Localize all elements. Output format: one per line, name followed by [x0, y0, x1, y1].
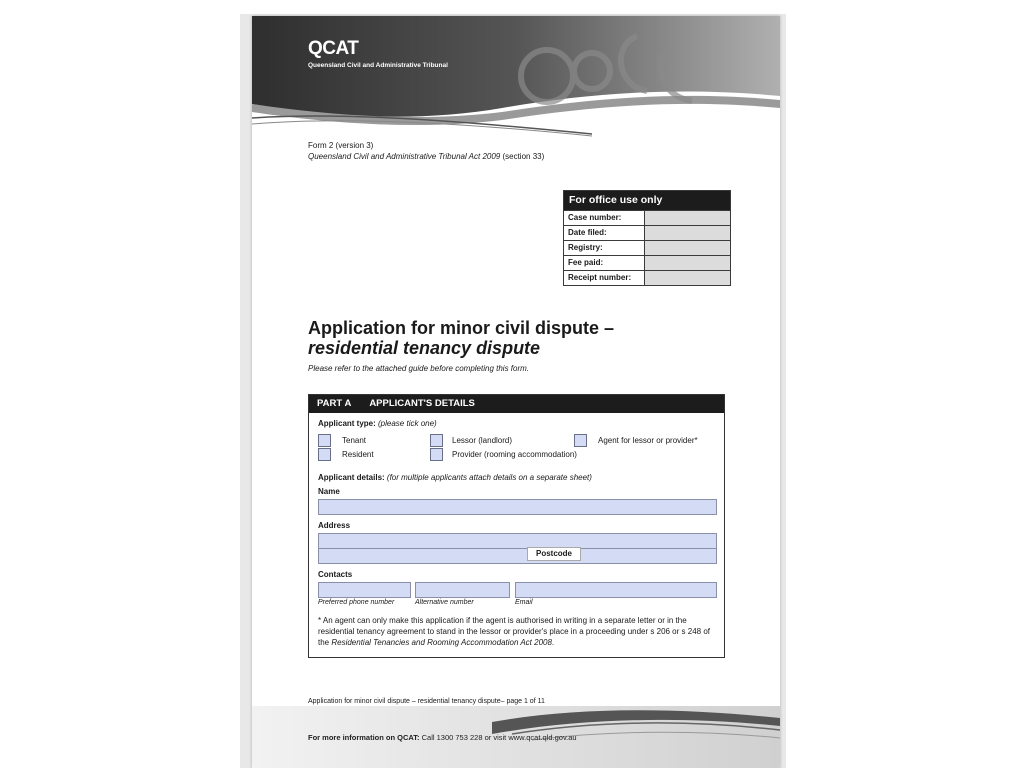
office-row-label: Fee paid: — [564, 256, 645, 270]
form-version: Form 2 (version 3) — [308, 141, 374, 150]
postcode-label: Postcode — [527, 547, 581, 561]
part-label: PART A — [317, 398, 352, 409]
contact-line — [308, 733, 577, 742]
banner-graphic — [252, 16, 780, 146]
footnote-text: * An agent can only make this application if the agent is authorised in writing in a separate letter or in the residential tenancy agreement to stand in the lessor or provider's place in a proceeding under s 206 or s 248 of the — [318, 616, 710, 647]
part-a-section — [308, 394, 725, 658]
phone-input[interactable] — [318, 582, 411, 598]
email-input[interactable] — [515, 582, 717, 598]
tenant-checkbox[interactable] — [318, 434, 331, 447]
phone-caption: Preferred phone number — [318, 599, 395, 606]
applicant-type-hint: (please tick one) — [378, 419, 437, 428]
office-row-receipt-number — [564, 270, 730, 285]
agent-checkbox[interactable] — [574, 434, 587, 447]
form-meta — [308, 140, 544, 162]
office-row-label: Case number: — [564, 211, 645, 225]
agent-label: Agent for lessor or provider* — [598, 436, 698, 445]
document-page — [252, 16, 780, 768]
section-label: APPLICANT'S DETAILS — [369, 398, 475, 409]
applicant-details-heading — [318, 473, 592, 482]
title-line-2: residential tenancy dispute — [308, 338, 541, 358]
resident-checkbox[interactable] — [318, 448, 331, 461]
office-row-value — [645, 271, 730, 285]
office-use-title: For office use only — [564, 191, 730, 210]
brand-full-name: Queensland Civil and Administrative Tribunal — [308, 62, 448, 69]
office-row-date-filed — [564, 225, 730, 240]
office-row-label: Date filed: — [564, 226, 645, 240]
office-row-value — [645, 256, 730, 270]
applicant-type-heading — [318, 419, 437, 428]
office-row-fee-paid — [564, 255, 730, 270]
part-a-header — [309, 395, 724, 413]
contacts-label: Contacts — [318, 570, 353, 579]
office-row-case-number — [564, 210, 730, 225]
provider-label: Provider (rooming accommodation) — [452, 450, 577, 459]
brand-logo: QCAT — [308, 38, 359, 59]
header-banner — [252, 16, 780, 146]
office-use-box — [563, 190, 731, 286]
office-row-value — [645, 211, 730, 225]
footnote-act: Residential Tenancies and Rooming Accommodation Act 2008 — [331, 638, 552, 647]
resident-label: Resident — [342, 450, 374, 459]
alternative-number-input[interactable] — [415, 582, 510, 598]
office-row-value — [645, 226, 730, 240]
footnote-end: . — [551, 638, 555, 647]
form-section: (section 33) — [500, 152, 545, 161]
alternative-caption: Alternative number — [415, 599, 474, 606]
contact-lead: For more information on QCAT: — [308, 733, 420, 742]
address-label: Address — [318, 521, 351, 530]
tenant-label: Tenant — [342, 436, 367, 445]
document-title — [308, 318, 614, 358]
lessor-checkbox[interactable] — [430, 434, 443, 447]
lessor-label: Lessor (landlord) — [452, 436, 513, 445]
office-row-label: Receipt number: — [564, 271, 645, 285]
title-line-1: Application for minor civil dispute – — [308, 318, 615, 338]
email-caption: Email — [515, 599, 533, 606]
form-act-line — [308, 151, 544, 162]
provider-checkbox[interactable] — [430, 448, 443, 461]
agent-footnote — [318, 615, 718, 648]
applicant-type-label: Applicant type: — [318, 419, 376, 428]
guide-note: Please refer to the attached guide before completing this form. — [308, 364, 530, 373]
address-input-line-1[interactable] — [318, 533, 717, 549]
office-row-value — [645, 241, 730, 255]
name-input[interactable] — [318, 499, 717, 515]
page-footer: Application for minor civil dispute – residential tenancy dispute– page 1 of 11 — [308, 698, 545, 705]
office-row-label: Registry: — [564, 241, 645, 255]
name-label: Name — [318, 487, 340, 496]
applicant-details-hint: (for multiple applicants attach details on a separate sheet) — [386, 473, 592, 482]
office-row-registry — [564, 240, 730, 255]
address-input-line-2[interactable] — [318, 548, 717, 564]
applicant-details-label: Applicant details: — [318, 473, 385, 482]
contact-details: Call 1300 753 228 or visit www.qcat.qld.gov.au — [419, 733, 577, 742]
form-act: Queensland Civil and Administrative Tribunal Act 2009 — [308, 152, 501, 161]
